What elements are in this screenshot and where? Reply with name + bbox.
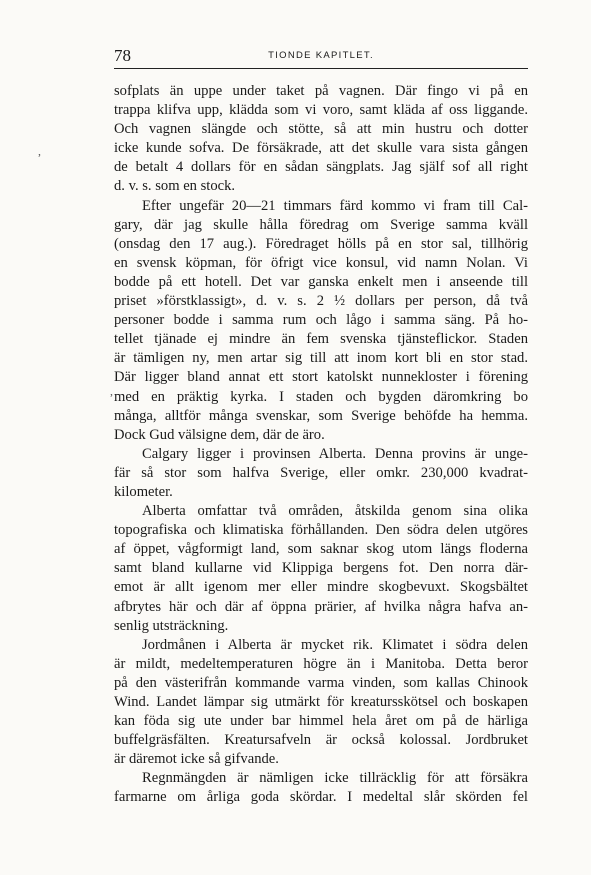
text-line: Calgary ligger i provinsen Alberta. Denna provins är unge- xyxy=(142,445,528,462)
text-line: (onsdag den 17 aug.). Föredraget hölls på en stor sal, tillhörig xyxy=(114,235,528,252)
paragraph xyxy=(114,82,528,197)
text-line: priset »förstklassigt», d. v. s. 2 ½ dollars per person, då två xyxy=(114,293,528,310)
text-line: farmarne om årliga goda skördar. I medeltal slår skörden fel xyxy=(114,789,528,806)
text-line: d. v. s. som en stock. xyxy=(114,178,236,195)
text-line: Dock Gud välsigne dem, där de äro. xyxy=(114,426,325,443)
text-line: af öppet, vågformigt land, som saknar skog utom längs floderna xyxy=(114,541,528,558)
text-line: sofplats än uppe under taket på vagnen. Där fingo vi på en xyxy=(114,83,528,99)
text-line: Alberta omfattar två områden, åtskilda genom sina olika xyxy=(142,503,528,520)
text-line: kilometer. xyxy=(114,483,173,500)
page-number: 78 xyxy=(114,46,131,65)
text-line: personer bodde i samma rum och lågo i samma säng. På ho- xyxy=(114,312,528,329)
text-line: kan föda sig ute under bar himmel hela året om på de härliga xyxy=(114,713,528,730)
text-line: fär så stor som halfva Sverige, eller omkr. 230,000 kvadrat- xyxy=(114,464,528,481)
text-line: tellet tjänade ej mindre än fem svenska tjänsteflickor. Staden xyxy=(114,331,528,348)
text-line: är mildt, medeltemperaturen högre än i Manitoba. Detta beror xyxy=(114,655,528,672)
paragraph xyxy=(114,502,528,636)
page-body xyxy=(114,82,528,808)
text-line: är tämligen ny, men artar sig till att inom kort bli en stor stad. xyxy=(114,350,528,367)
text-line: trappa klifva upp, klädda som vi voro, samt kläda af oss liggande. xyxy=(114,102,528,119)
text-line: icke kunde sofva. De försäkrade, att det skulle vara sista gången xyxy=(114,140,528,157)
text-line: buffelgräsfälten. Kreatursafveln är också kolossal. Jordbruket xyxy=(114,732,528,749)
paragraph xyxy=(114,197,528,445)
text-line: Där ligger bland annat ett stort katolskt nunnekloster i förening xyxy=(114,369,528,386)
text-line: emot är allt igenom mer eller mindre skogbevuxt. Skogsbältet xyxy=(114,579,528,596)
text-line: på den västerifrån kommande varma vinden, som kallas Chinook xyxy=(114,674,528,691)
text-line: samt bland kullarne vid Klippiga bergens fot. Den norra där- xyxy=(114,560,528,577)
text-line: är däremot icke så gifvande. xyxy=(114,751,279,768)
text-line: de betalt 4 dollars för en sådan sängplats. Jag själf sof all right xyxy=(114,159,528,176)
text-line: gary, där jag skulle hålla föredrag om Sverige samma kväll xyxy=(114,216,528,233)
running-title: TIONDE KAPITLET. xyxy=(268,50,374,61)
text-line: bodde på ett hotell. Det var ganska enkelt men i anseende till xyxy=(114,273,528,290)
text-line: många, alltför många svenskar, som Sverige behöfde ha hemma. xyxy=(114,407,528,424)
text-line: en svensk köpman, för öfrigt vice konsul, vid namn Nolan. Vi xyxy=(114,254,528,271)
text-line: afbrytes här och där af öppna prärier, af hvilka några hafva an- xyxy=(114,598,528,615)
page-header xyxy=(114,46,528,69)
text-line: med en präktig kyrka. I staden och bygden däromkring bo xyxy=(114,388,528,405)
paragraph xyxy=(114,445,528,502)
paragraph xyxy=(114,769,528,807)
text-line: topografiska och klimatiska förhållanden. Den södra delen utgöres xyxy=(114,522,528,539)
margin-mark: , xyxy=(38,144,41,158)
margin-mark: , xyxy=(110,384,113,398)
paragraph xyxy=(114,636,528,770)
text-line: senlig utsträckning. xyxy=(114,617,229,634)
text-line: Wind. Landet lämpar sig utmärkt för kreatursskötsel och boskapen xyxy=(114,694,528,710)
text-line: Och vagnen slängde och stötte, så att min hustru och dotter xyxy=(114,121,528,138)
text-line: Regnmängden är nämligen icke tillräcklig för att försäkra xyxy=(142,770,528,787)
text-line: Efter ungefär 20—21 timmars färd kommo vi fram till Cal- xyxy=(142,197,528,214)
text-line: Jordmånen i Alberta är mycket rik. Klimatet i södra delen xyxy=(142,636,528,653)
